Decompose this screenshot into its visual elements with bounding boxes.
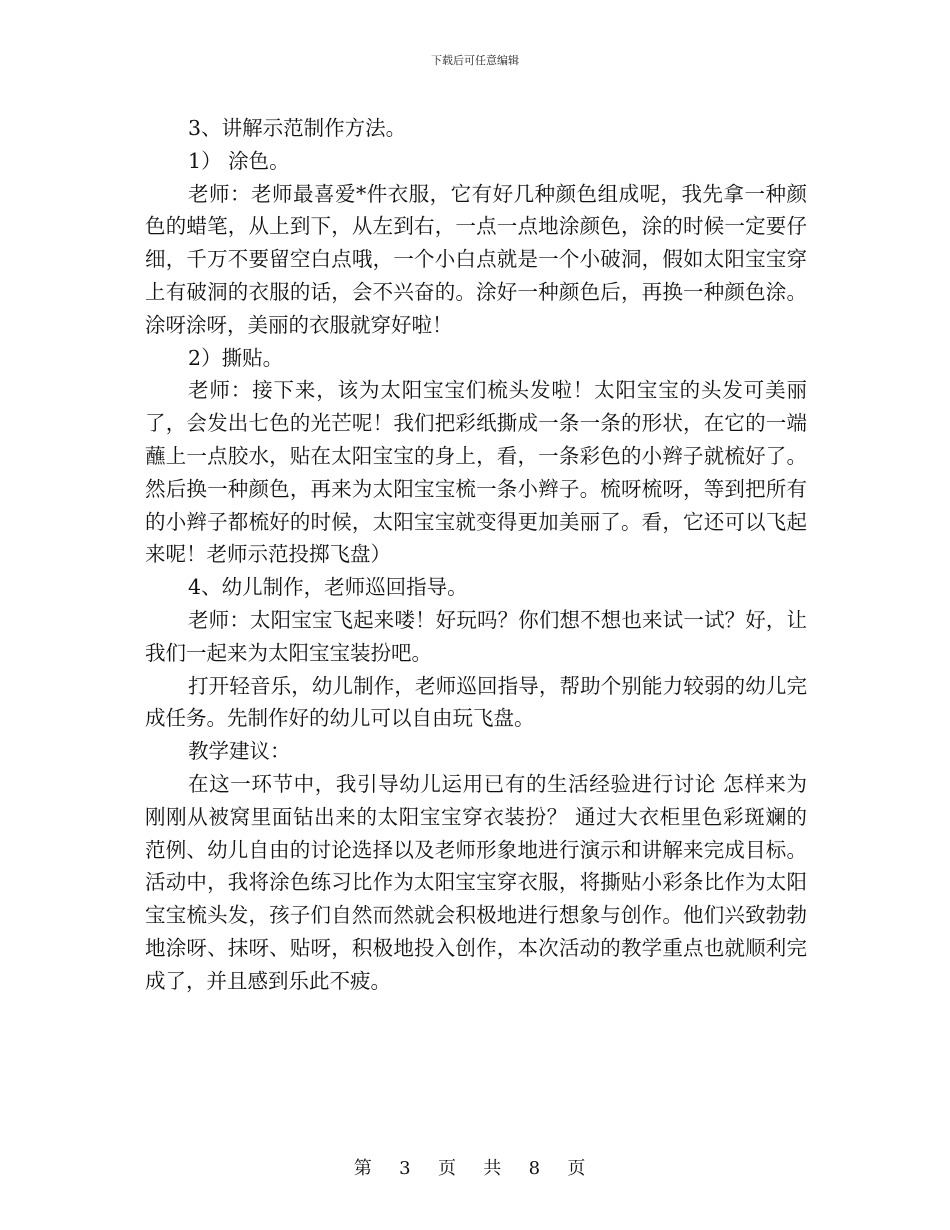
paragraph-suggestion-heading: 教学建议： — [188, 739, 291, 764]
paragraph-suggestion-body: 在这一环节中，我引导幼儿运用已有的生活经验进行讨论 怎样来为刚刚从被窝里面钻出来的太阳宝宝穿衣装扮？ 通过大衣柜里色彩斑斓的范例、幼儿自由的讨论选择以及老师形象地进行演示和讲解来完成目标。活动中，我将涂色练习比作为太阳宝宝穿衣服，将撕贴小彩条比作为太阳宝宝梳头发，孩子们自然而然就会积极地进行想象与创作。他们兴致勃勃地涂呀、抹呀、贴呀，积极地投入创作，本次活动的教学重点也就顺利完成了，并且感到乐此不疲。 — [145, 771, 807, 993]
document-body — [145, 112, 807, 998]
paragraph-activity: 打开轻音乐，幼儿制作，老师巡回指导，帮助个别能力较弱的幼儿完成任务。先制作好的幼儿可以自由玩飞盘。 — [145, 673, 807, 731]
page-header: 下载后可任意编辑 — [431, 54, 519, 67]
paragraph-teacher-tearing: 老师：接下来，该为太阳宝宝们梳头发啦！太阳宝宝的头发可美丽了，会发出七色的光芒呢！我们把彩纸撕成一条一条的形状，在它的一端蘸上一点胶水，贴在太阳宝宝的身上，看，一条彩色的小辫子就梳好了。然后换一种颜色，再来为太阳宝宝梳一条小辫子。梳呀梳呀，等到把所有的小辫子都梳好的时候，太阳宝宝就变得更加美丽了。看，它还可以飞起来呢！老师示范投掷飞盘） — [145, 378, 807, 567]
paragraph-teacher-coloring: 老师：老师最喜爱*件衣服，它有好几种颜色组成呢，我先拿一种颜色的蜡笔，从上到下，从左到右，一点一点地涂颜色，涂的时候一定要仔细，千万不要留空白点哦，一个小白点就是一个小破洞，假如太阳宝宝穿上有破洞的衣服的话，会不兴奋的。涂好一种颜色后，再换一种颜色涂。涂呀涂呀，美丽的衣服就穿好啦！ — [145, 181, 807, 337]
paragraph-substep-2: 2）撕贴。 — [188, 345, 284, 370]
page-footer: 第 3 页 共 8 页 — [353, 1158, 597, 1179]
paragraph-substep-1: 1） 涂色。 — [188, 148, 290, 173]
paragraph-step-4: 4、幼儿制作，老师巡回指导。 — [188, 575, 468, 600]
paragraph-teacher-invite: 老师：太阳宝宝飞起来喽！好玩吗？你们想不想也来试一试？好，让我们一起来为太阳宝宝装扮吧。 — [145, 607, 807, 665]
paragraph-step-3: 3、讲解示范制作方法。 — [188, 116, 407, 140]
